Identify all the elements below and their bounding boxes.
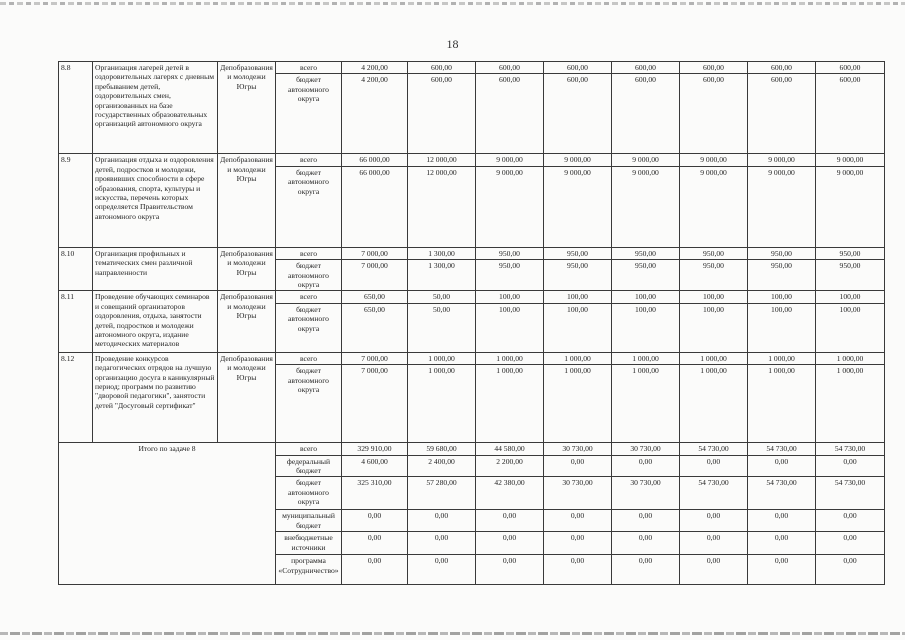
executor: Депобразования и молодежи Югры — [218, 247, 276, 291]
amount-cell: 1 000,00 — [748, 365, 816, 443]
funding-source: программа «Сотрудничество» — [276, 555, 342, 585]
amount-cell: 0,00 — [816, 532, 885, 555]
amount-cell: 30 730,00 — [612, 443, 680, 455]
amount-cell: 9 000,00 — [816, 154, 885, 166]
budget-table — [58, 61, 885, 585]
amount-cell: 100,00 — [544, 291, 612, 303]
amount-cell: 9 000,00 — [680, 166, 748, 247]
amount-cell: 0,00 — [544, 532, 612, 555]
amount-cell: 0,00 — [612, 455, 680, 477]
amount-cell: 1 000,00 — [680, 352, 748, 364]
amount-cell: 66 000,00 — [342, 154, 408, 166]
amount-cell: 600,00 — [544, 74, 612, 154]
amount-cell: 1 000,00 — [680, 365, 748, 443]
row-number: 8.9 — [59, 154, 93, 247]
amount-cell: 950,00 — [612, 260, 680, 291]
funding-source: внебюджетные источники — [276, 532, 342, 555]
amount-cell: 9 000,00 — [816, 166, 885, 247]
amount-cell: 4 200,00 — [342, 62, 408, 74]
amount-cell: 100,00 — [816, 303, 885, 352]
funding-source: всего — [276, 154, 342, 166]
amount-cell: 650,00 — [342, 291, 408, 303]
amount-cell: 9 000,00 — [748, 166, 816, 247]
amount-cell: 100,00 — [680, 291, 748, 303]
amount-cell: 30 730,00 — [544, 477, 612, 510]
row-number: 8.10 — [59, 247, 93, 291]
amount-cell: 0,00 — [748, 510, 816, 532]
executor: Депобразования и молодежи Югры — [218, 352, 276, 442]
table-row — [59, 154, 885, 166]
amount-cell: 0,00 — [408, 555, 476, 585]
amount-cell: 950,00 — [816, 247, 885, 259]
amount-cell: 0,00 — [612, 510, 680, 532]
amount-cell: 600,00 — [408, 62, 476, 74]
amount-cell: 650,00 — [342, 303, 408, 352]
amount-cell: 0,00 — [476, 532, 544, 555]
amount-cell: 30 730,00 — [544, 443, 612, 455]
amount-cell: 950,00 — [816, 260, 885, 291]
amount-cell: 100,00 — [748, 291, 816, 303]
row-number: 8.8 — [59, 62, 93, 154]
amount-cell: 7 000,00 — [342, 365, 408, 443]
amount-cell: 100,00 — [816, 291, 885, 303]
amount-cell: 1 000,00 — [476, 365, 544, 443]
amount-cell: 9 000,00 — [612, 166, 680, 247]
amount-cell: 100,00 — [612, 303, 680, 352]
amount-cell: 57 280,00 — [408, 477, 476, 510]
amount-cell: 0,00 — [680, 555, 748, 585]
amount-cell: 950,00 — [544, 260, 612, 291]
amount-cell: 950,00 — [680, 260, 748, 291]
funding-source: бюджет автономного округа — [276, 303, 342, 352]
amount-cell: 4 600,00 — [342, 455, 408, 477]
measure-name: Проведение обучающих семинаров и совещаний организаторов оздоровления, отдыха, занятости детей, подростков и молодежи автономного округа, издание методических материалов — [93, 291, 218, 352]
amount-cell: 0,00 — [612, 555, 680, 585]
funding-source: федеральный бюджет — [276, 455, 342, 477]
totals-row — [59, 443, 885, 455]
amount-cell: 1 300,00 — [408, 247, 476, 259]
amount-cell: 600,00 — [476, 62, 544, 74]
amount-cell: 9 000,00 — [680, 154, 748, 166]
measure-name: Организация отдыха и оздоровления детей, подростков и молодежи, проявивших способности в сфере образования, спорта, культуры и искусства, перечень которых определяется Правительством автономного округа — [93, 154, 218, 247]
funding-source: бюджет автономного округа — [276, 260, 342, 291]
amount-cell: 1 000,00 — [612, 365, 680, 443]
amount-cell: 1 000,00 — [408, 365, 476, 443]
amount-cell: 950,00 — [476, 260, 544, 291]
amount-cell: 600,00 — [748, 74, 816, 154]
amount-cell: 0,00 — [408, 532, 476, 555]
scan-edge-top — [0, 2, 905, 5]
funding-source: муниципальный бюджет — [276, 510, 342, 532]
amount-cell: 2 400,00 — [408, 455, 476, 477]
amount-cell: 42 380,00 — [476, 477, 544, 510]
amount-cell: 950,00 — [748, 260, 816, 291]
amount-cell: 30 730,00 — [612, 477, 680, 510]
amount-cell: 1 000,00 — [748, 352, 816, 364]
amount-cell: 1 000,00 — [408, 352, 476, 364]
amount-cell: 1 000,00 — [544, 365, 612, 443]
funding-source: бюджет автономного округа — [276, 477, 342, 510]
funding-source: бюджет автономного округа — [276, 74, 342, 154]
amount-cell: 2 200,00 — [476, 455, 544, 477]
amount-cell: 54 730,00 — [680, 477, 748, 510]
amount-cell: 0,00 — [816, 455, 885, 477]
funding-source: всего — [276, 291, 342, 303]
amount-cell: 0,00 — [408, 510, 476, 532]
row-number: 8.12 — [59, 352, 93, 442]
amount-cell: 9 000,00 — [612, 154, 680, 166]
amount-cell: 0,00 — [680, 455, 748, 477]
amount-cell: 100,00 — [612, 291, 680, 303]
funding-source: бюджет автономного округа — [276, 365, 342, 443]
amount-cell: 0,00 — [544, 510, 612, 532]
amount-cell: 1 000,00 — [612, 352, 680, 364]
amount-cell: 1 000,00 — [544, 352, 612, 364]
amount-cell: 0,00 — [476, 510, 544, 532]
amount-cell: 0,00 — [342, 510, 408, 532]
amount-cell: 66 000,00 — [342, 166, 408, 247]
amount-cell: 9 000,00 — [476, 154, 544, 166]
amount-cell: 1 000,00 — [476, 352, 544, 364]
amount-cell: 0,00 — [476, 555, 544, 585]
measure-name: Проведение конкурсов педагогических отрядов на лучшую организацию досуга в каникулярный период; программ по развитию "дворовой педагогики", занятости детей "Досуговый сертификат" — [93, 352, 218, 442]
amount-cell: 0,00 — [680, 532, 748, 555]
amount-cell: 9 000,00 — [476, 166, 544, 247]
amount-cell: 600,00 — [544, 62, 612, 74]
amount-cell: 0,00 — [342, 555, 408, 585]
amount-cell: 100,00 — [476, 303, 544, 352]
amount-cell: 54 730,00 — [680, 443, 748, 455]
amount-cell: 325 310,00 — [342, 477, 408, 510]
amount-cell: 0,00 — [544, 455, 612, 477]
amount-cell: 50,00 — [408, 303, 476, 352]
amount-cell: 0,00 — [748, 555, 816, 585]
table-row — [59, 352, 885, 364]
amount-cell: 1 300,00 — [408, 260, 476, 291]
amount-cell: 12 000,00 — [408, 166, 476, 247]
measure-name: Организация профильных и тематических смен различной направленности — [93, 247, 218, 291]
executor: Депобразования и молодежи Югры — [218, 154, 276, 247]
table-body — [59, 62, 885, 585]
amount-cell: 950,00 — [544, 247, 612, 259]
amount-cell: 600,00 — [612, 74, 680, 154]
row-number: 8.11 — [59, 291, 93, 352]
table-row — [59, 247, 885, 259]
amount-cell: 600,00 — [816, 62, 885, 74]
amount-cell: 950,00 — [748, 247, 816, 259]
amount-cell: 0,00 — [748, 455, 816, 477]
scan-edge-bottom — [0, 632, 905, 635]
amount-cell: 1 000,00 — [816, 352, 885, 364]
amount-cell: 100,00 — [680, 303, 748, 352]
table-row — [59, 291, 885, 303]
amount-cell: 600,00 — [476, 74, 544, 154]
amount-cell: 9 000,00 — [544, 154, 612, 166]
amount-cell: 950,00 — [476, 247, 544, 259]
amount-cell: 100,00 — [748, 303, 816, 352]
amount-cell: 600,00 — [680, 62, 748, 74]
amount-cell: 0,00 — [680, 510, 748, 532]
funding-source: всего — [276, 247, 342, 259]
funding-source: всего — [276, 62, 342, 74]
amount-cell: 7 000,00 — [342, 247, 408, 259]
amount-cell: 9 000,00 — [748, 154, 816, 166]
amount-cell: 950,00 — [612, 247, 680, 259]
amount-cell: 600,00 — [408, 74, 476, 154]
amount-cell: 44 580,00 — [476, 443, 544, 455]
amount-cell: 100,00 — [544, 303, 612, 352]
amount-cell: 54 730,00 — [748, 477, 816, 510]
amount-cell: 0,00 — [816, 510, 885, 532]
amount-cell: 100,00 — [476, 291, 544, 303]
funding-source: всего — [276, 443, 342, 455]
table-row — [59, 62, 885, 74]
executor: Депобразования и молодежи Югры — [218, 291, 276, 352]
amount-cell: 1 000,00 — [816, 365, 885, 443]
amount-cell: 0,00 — [612, 532, 680, 555]
amount-cell: 50,00 — [408, 291, 476, 303]
amount-cell: 9 000,00 — [544, 166, 612, 247]
totals-label: Итого по задаче 8 — [59, 443, 276, 585]
amount-cell: 54 730,00 — [816, 443, 885, 455]
amount-cell: 950,00 — [680, 247, 748, 259]
amount-cell: 54 730,00 — [748, 443, 816, 455]
amount-cell: 600,00 — [612, 62, 680, 74]
amount-cell: 7 000,00 — [342, 352, 408, 364]
amount-cell: 4 200,00 — [342, 74, 408, 154]
executor: Депобразования и молодежи Югры — [218, 62, 276, 154]
page-number: 18 — [446, 37, 459, 51]
funding-source: бюджет автономного округа — [276, 166, 342, 247]
amount-cell: 600,00 — [816, 74, 885, 154]
amount-cell: 59 680,00 — [408, 443, 476, 455]
measure-name: Организация лагерей детей в оздоровительных лагерях с дневным пребыванием детей, оздоровительных смен, организованных на базе государственных образовательных организаций автономного округа — [93, 62, 218, 154]
amount-cell: 600,00 — [680, 74, 748, 154]
amount-cell: 7 000,00 — [342, 260, 408, 291]
amount-cell: 12 000,00 — [408, 154, 476, 166]
amount-cell: 600,00 — [748, 62, 816, 74]
amount-cell: 0,00 — [748, 532, 816, 555]
amount-cell: 329 910,00 — [342, 443, 408, 455]
funding-source: всего — [276, 352, 342, 364]
amount-cell: 0,00 — [816, 555, 885, 585]
amount-cell: 0,00 — [544, 555, 612, 585]
amount-cell: 54 730,00 — [816, 477, 885, 510]
amount-cell: 0,00 — [342, 532, 408, 555]
